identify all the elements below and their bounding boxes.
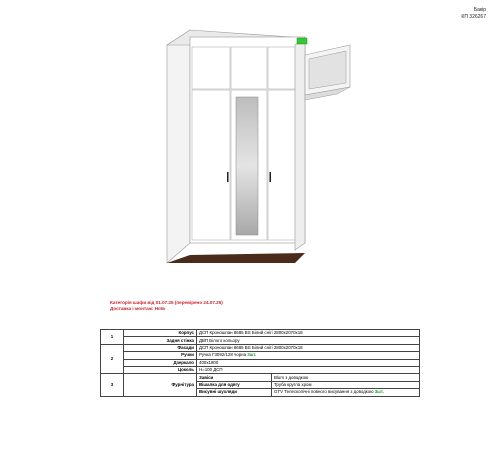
subrow-value: Blum з доводкою [272,374,420,381]
project-code: КП 326267 [461,14,486,20]
main-door-left [192,90,230,240]
table-row [101,330,420,337]
row-label: Дзеркало [124,359,197,366]
row-value: Н=100 ДСП [197,366,420,373]
document-header [461,7,486,21]
left-side-panel [167,30,190,263]
subrow-label: Висувні шухляди [197,389,272,396]
handle-right [270,172,272,182]
subrow-label: Завіси [197,374,272,381]
mirror [236,97,258,235]
row-value [197,352,420,359]
right-side-panel [295,38,305,250]
subrow-value-text: GTV Телескопічні повного висування з доводкою [274,389,375,395]
group-number: 2 [101,344,124,374]
subrow-label: Вішалка для одягу [197,381,272,388]
mezzanine-door-left [192,47,230,89]
led-light [297,38,307,44]
table-row [101,352,420,359]
wardrobe-drawing [155,25,360,270]
table-row [101,337,420,344]
category-note: Категорія шафи від 01.07.25 (перевірено 24.07.25) [110,300,223,305]
row-value-qty: 3шт. [247,352,257,358]
table-row [101,344,420,351]
client-name: Бакір [473,7,486,13]
subrow-value-qty: 3шт. [374,389,384,395]
subrow-value [272,389,420,396]
row-label: Цоколь [124,366,197,373]
delivery-note: Доставка і монтаж: Ноїв [110,306,165,312]
row-label: Фурнітура [124,374,197,396]
order-notes [110,300,223,313]
table-row [101,366,420,373]
row-value: 400х1800 [197,359,420,366]
spec-table [100,329,420,397]
group-number: 1 [101,330,124,345]
table-row [101,374,420,381]
row-value: ДВП Білого кольору [197,337,420,344]
row-value: ДСП Кроношпан 8685 BS Білий снігі 2800х2070х18 [197,344,420,351]
row-label: Корпус [124,330,197,337]
row-value: ДСП Кроношпан 8685 BS Білий снігі 2800х2070х18 [197,330,420,337]
row-label: Фасади [124,344,197,351]
handle-left [227,172,229,182]
group-number: 3 [101,374,124,396]
table-row [101,359,420,366]
subrow-value: Труба кругла хром [272,381,420,388]
row-label: Задня стінка [124,337,197,344]
mezzanine-door-middle [231,47,267,89]
row-value-text: Ручка Г3092/128 чорна [199,352,248,358]
row-label: Ручки [124,352,197,359]
plinth [167,253,305,263]
